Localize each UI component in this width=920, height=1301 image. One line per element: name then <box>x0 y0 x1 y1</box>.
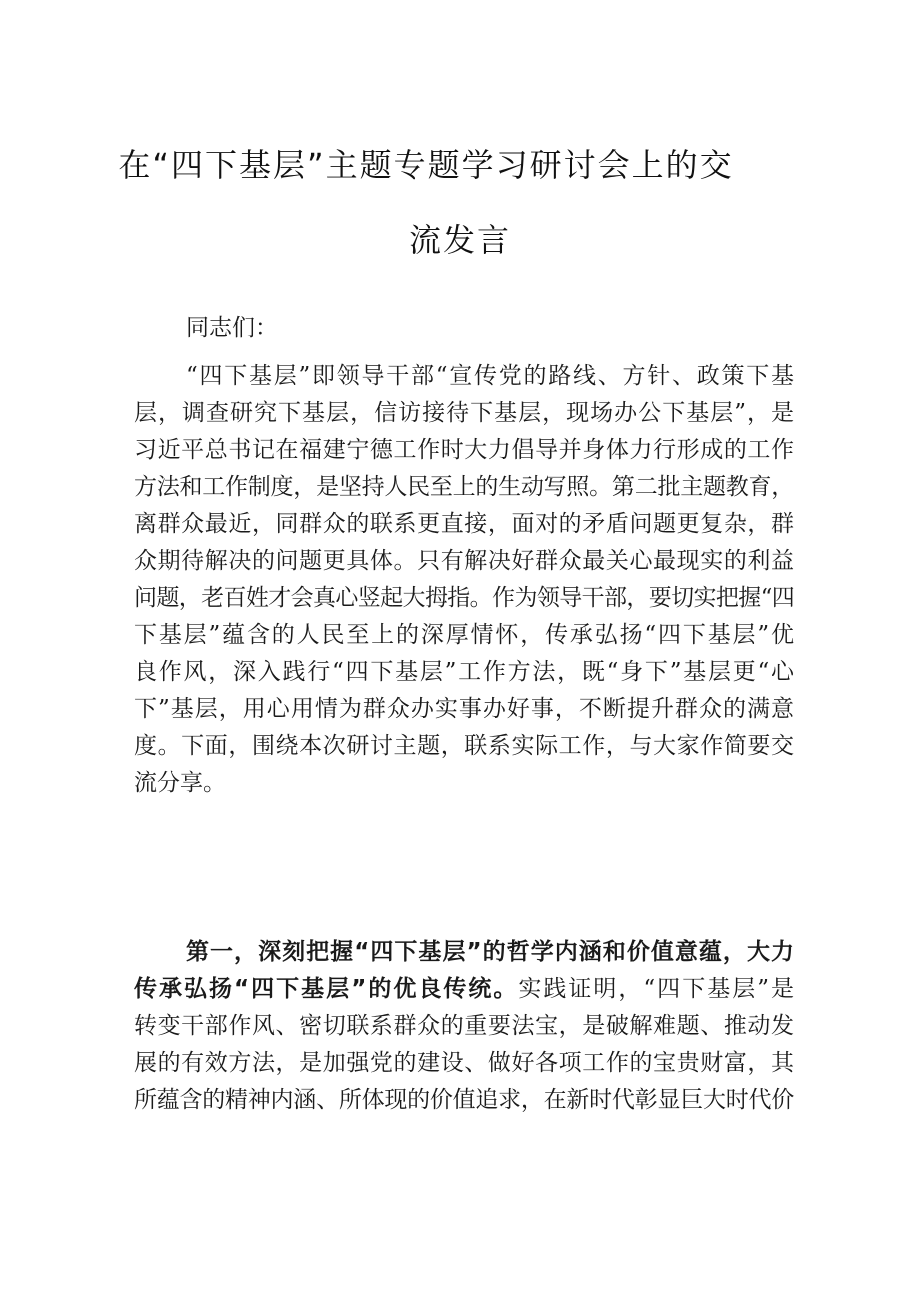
paragraph-1-line: 层，调查研究下基层，信访接待下基层，现场办公下基层”，是 <box>134 400 794 426</box>
paragraph-1-line: 度。下面，围绕本次研讨主题，联系实际工作，与大家作简要交 <box>134 733 794 759</box>
paragraph-2-heading-line-1: 第一，深刻把握“四下基层”的哲学内涵和价值意蕴，大力 <box>186 939 794 965</box>
paragraph-2-line: 转变干部作风、密切联系群众的重要法宝，是破解难题、推动发 <box>134 1013 794 1039</box>
paragraph-1-line: 习近平总书记在福建宁德工作时大力倡导并身体力行形成的工作 <box>134 437 794 463</box>
document-title-line-2: 流发言 <box>408 221 511 259</box>
paragraph-1-line: 离群众最近，同群众的联系更直接，面对的矛盾问题更复杂，群 <box>134 511 794 537</box>
paragraph-2-line: 展的有效方法，是加强党的建设、做好各项工作的宝贵财富，其 <box>134 1050 794 1076</box>
greeting: 同志们： <box>186 315 278 341</box>
paragraph-1-line: 下”基层，用心用情为群众办实事办好事，不断提升群众的满意 <box>134 696 794 722</box>
paragraph-1-line: 众期待解决的问题更具体。只有解决好群众最关心最现实的利益 <box>134 548 794 574</box>
paragraph-2 <box>134 934 794 1119</box>
paragraph-1-line: 流分享。 <box>134 770 226 796</box>
paragraph-1-line: 方法和工作制度，是坚持人民至上的生动写照。第二批主题教育， <box>134 474 794 500</box>
paragraph-2-heading-end: 传承弘扬“四下基层”的优良传统。 <box>134 976 519 1002</box>
paragraph-1 <box>134 358 794 802</box>
paragraph-1-line: 问题，老百姓才会真心竖起大拇指。作为领导干部，要切实把握“四 <box>134 585 794 611</box>
paragraph-1-line: “四下基层”即领导干部“宣传党的路线、方针、政策下基 <box>186 363 794 389</box>
paragraph-2-line-2-text: 实践证明，“四下基层”是 <box>518 976 794 1002</box>
paragraph-1-line: 良作风，深入践行“四下基层”工作方法，既“身下”基层更“心 <box>134 659 794 685</box>
paragraph-2-line-2 <box>134 971 794 1008</box>
document-title-line-1: 在“四下基层”主题专题学习研讨会上的交 <box>118 146 734 184</box>
paragraph-2-line: 所蕴含的精神内涵、所体现的价值追求，在新时代彰显巨大时代价 <box>134 1087 794 1113</box>
paragraph-1-line: 下基层”蕴含的人民至上的深厚情怀，传承弘扬“四下基层”优 <box>134 622 794 648</box>
